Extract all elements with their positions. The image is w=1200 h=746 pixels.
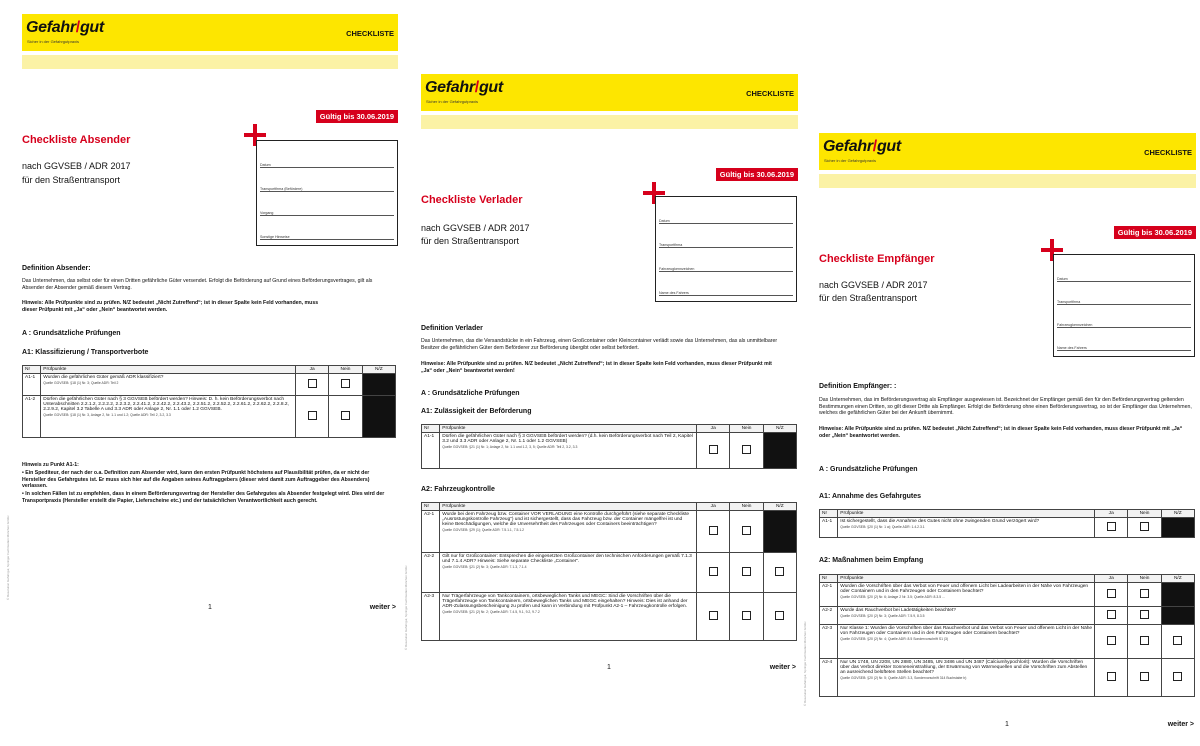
nein-checkbox[interactable] [341,379,350,388]
col-header: Nein [730,425,763,433]
row-text: Nur Trägerfahrzeuge von Tankcontainern, ortsbeweglichen Tanks und MEGC: Sind die Vorschriften über die Trägerfahrzeuge von Tankcontainern, ortsbeweglichen Tanks und MEGC eingehalten? Hinweis: Dies ist anhand der ADR-Zulassungsbescheinigung zu prüfen und kann in Verbindung mit Prüfpunkt A2-1 – Fahrzeugkontrolle erfolgen. Quelle GGVSEB: §21 (2) Nr. 2; Quelle ADR: 7.4.5, 9.1, 9.2, 9.7.2 [440,593,697,641]
stamp-field-label: Transportfirma [659,243,793,248]
subtitle-line: nach GGVSEB / ADR 2017 [421,223,530,233]
col-header: Nein [1128,510,1161,518]
checklist-table [421,424,797,469]
row-text: Wurden die gefährlichen Güter gemäß ADR klassifiziert? Quelle GGVSEB: §18 (1) Nr. 3; Quelle ADR: Teil 2 [41,374,296,396]
nein-checkbox[interactable] [1140,589,1149,598]
checklist-page-empfaenger [819,133,1196,737]
stamp-field-label: Name des Fahrers [1057,346,1191,351]
page-number: 1 [607,664,611,671]
page-title: Checkliste Absender [22,134,131,146]
col-header: Nr [820,575,838,583]
nz-cell-filled [763,433,796,469]
table-row [820,607,1195,625]
nz-checkbox[interactable] [775,567,784,576]
logo-tagline: Sicher in der Gefahrgutpraxis [426,99,479,104]
page-title: Checkliste Verlader [421,194,523,206]
checkliste-label: CHECKLISTE [746,89,794,98]
checklist-table [22,365,396,438]
nein-checkbox[interactable] [1140,610,1149,619]
page-number: 1 [208,604,212,611]
page-header [22,14,398,51]
subsection-heading: A1: Annahme des Gefahrgutes [819,493,922,500]
col-header: Ja [1095,575,1128,583]
note-bullet: • In solchen Fällen ist zu empfehlen, dass in einem Beförderungsvertrag der Hersteller des Gefahrgutes als Absender festgelegt wird. Dies wird der Transportpraxis (Hersteller erstellt die Papier, Lieferscheine etc.) und der tatsächlichen Verantwortlichkeit auch gerecht. [22,491,385,504]
stamp-field-label: Fahrzeugkennzeichen [659,267,793,272]
ja-checkbox[interactable] [308,411,317,420]
col-header: Ja [1095,510,1128,518]
valid-until-badge: Gültig bis 30.06.2019 [316,110,398,123]
section-heading: A : Grundsätzliche Prüfungen [421,390,520,397]
table-row [820,625,1195,659]
row-number: A2-2 [422,553,440,593]
stamp-field-label: Name des Fahrers [659,291,793,296]
col-header: Prüfpunkte [440,425,697,433]
row-number: A2-1 [820,583,838,607]
logo-tagline: Sicher in der Gefahrgutpraxis [27,39,80,44]
stamp-field-label: Fahrzeugkennzeichen [1057,323,1191,328]
next-page-link[interactable]: weiter > [769,664,796,671]
row-text: Nur UN 1748, UN 2208, UN 2880, UN 3485, UN 3486 und UN 3487 (Calciumhypochlorit): Wurden die Vorschriften über das Verbot direkter Sonneneinstrahlung, der Erwärmung von Wärmequellen und die Vorschriften zum Abstellen an ausreichend belüfteten Stellen beachtet? Quelle GGVSEB: §20 (2) Nr. 5; Quelle ADR: 3.3, Sondervorschrift 314 Buchstabe b) [838,659,1095,697]
page-number: 1 [1005,721,1009,728]
table-row [422,593,797,641]
checklist-page-verlader [421,74,798,678]
ja-checkbox[interactable] [709,567,718,576]
stamp-box [256,140,398,246]
ja-checkbox[interactable] [1107,522,1116,531]
stamp-field-label: Datum [659,219,793,224]
yellow-band [421,115,798,129]
nz-cell-filled [1161,518,1194,538]
definition-text: Das Unternehmen, das die Versandstücke in ein Fahrzeug, einen Großcontainer oder Kleincontainer verlädt sowie das Unternehmen, das als unmittelbarer Besitzer die gefährlichen Güter dem Beförderer zur Beförderung übergibt oder selbst befördert. [421,338,778,351]
hint-text: Hinweise: Alle Prüfpunkte sind zu prüfen. N/Z bedeutet „Nicht Zutreffend“; ist in dieser Spalte kein Feld vorhanden, muss dieser Prüfpunkt mit „Ja“ oder „Nein“ beantwortet werden! [421,361,772,374]
nein-checkbox[interactable] [1140,672,1149,681]
section-heading: A : Grundsätzliche Prüfungen [22,330,121,337]
row-text: Dürfen die gefährlichen Güter nach § 3 GGVSEB befördert werden? (d.h. kein Beförderungsverbot nach Teil 2, Kapitel 3.2 und 3.3 ADR oder Anlage 2, Nr. 1.1 oder 1.2 GGVSEB) Quelle GGVSEB: §21 (1) Nr. 1; Anlage 2, Nr. 1.1 und 1.2, 3, 5; Quelle ADR: Teil 2, 3.2, 3.3 [440,433,697,469]
nein-checkbox[interactable] [742,526,751,535]
nein-checkbox[interactable] [1140,636,1149,645]
checklist-table [819,574,1195,697]
logo: Gefahr/gut [425,79,503,96]
row-number: A1-2 [23,396,41,438]
definition-title: Definition Absender: [22,265,91,272]
yellow-band [819,174,1196,188]
col-header: Nein [329,366,362,374]
col-header: Nr [23,366,41,374]
ja-checkbox[interactable] [1107,610,1116,619]
side-copyright-text: © Resolution Gefahrgut, Springer Fachmedien München GmbH [803,621,807,706]
ja-checkbox[interactable] [1107,672,1116,681]
nein-checkbox[interactable] [341,411,350,420]
row-number: A1-1 [422,433,440,469]
col-header: Nr [422,503,440,511]
checkliste-label: CHECKLISTE [346,29,394,38]
table-row [23,374,396,396]
definition-title: Definition Empfänger: : [819,383,897,390]
col-header: Ja [697,503,730,511]
row-number: A2-4 [820,659,838,697]
note-title: Hinweis zu Punkt A1-1: [22,462,79,468]
col-header: Nein [1128,575,1161,583]
valid-until-badge: Gültig bis 30.06.2019 [716,168,798,181]
col-header: N/Z [1161,510,1194,518]
definition-title: Definition Verlader [421,325,483,332]
page-header [421,74,798,111]
subtitle-line: für den Straßentransport [421,236,520,246]
col-header: N/Z [763,503,796,511]
hint-text: Hinweis: Alle Prüfpunkte sind zu prüfen. N/Z bedeutet „Nicht Zutreffend“; ist in dieser Spalte kein Feld vorhanden, muss dieser Prüfpunkt mit „Ja“ oder „Nein“ beantwortet werden. [22,300,319,313]
row-number: A1-1 [820,518,838,538]
col-header: N/Z [362,366,395,374]
ja-checkbox[interactable] [709,611,718,620]
side-copyright-text: © Resolution Gefahrgut, Springer Fachmedien München GmbH [404,565,408,650]
col-header: Prüfpunkte [41,366,296,374]
logo: Gefahr/gut [26,19,104,36]
col-header: Prüfpunkte [838,575,1095,583]
nz-cell-filled [362,374,395,396]
valid-until-badge: Gültig bis 30.06.2019 [1114,226,1196,239]
stamp-field-label: Vorgang [260,211,394,216]
subtitle-line: nach GGVSEB / ADR 2017 [22,161,131,171]
row-text: Nur Klasse 1: Wurden die Vorschriften über das Rauchverbot und das Verbot von Feuer und offenem Licht in der Nähe von Fahrzeugen oder Containern und in den Fahrzeugen oder Containern beachtet? Quelle GGVSEB: §20 (2) Nr. 4; Quelle ADR: 8.5 Sondervorschrift S1 (3) [838,625,1095,659]
subsection-heading: A2: Fahrzeugkontrolle [421,486,495,493]
table-row [820,583,1195,607]
table-row [23,396,396,438]
checklist-page-absender [22,14,398,618]
nz-cell-filled [763,511,796,553]
nz-cell-filled [362,396,395,438]
next-page-link[interactable]: weiter > [369,604,396,611]
subtitle-line: nach GGVSEB / ADR 2017 [819,280,928,290]
table-row [820,659,1195,697]
note-bullet: • Ein Spediteur, der nach der o.a. Definition zum Absender wird, kann den ersten Prüfpunkt höchstens auf Plausibilität prüfen, da er nicht der Hersteller des Gefahrgutes ist. Er muss sich hier auf die Angaben seines Auftraggebers (dieser wird damit zum Auftraggeber des Absenders) verlassen. [22,470,370,490]
stamp-field-label: Transportfirma [1057,300,1191,305]
table-row [422,511,797,553]
col-header: Nr [422,425,440,433]
checklist-table [421,502,797,641]
subtitle-line: für den Straßentransport [819,293,918,303]
nz-checkbox[interactable] [775,611,784,620]
side-copyright-text: © Resolution Gefahrgut, Springer Fachmedien München GmbH [6,515,10,600]
table-row [422,553,797,593]
definition-text: Das Unternehmen, das im Beförderungsvertrag als Empfänger ausgewiesen ist. Bezeichnet der Empfänger gemäß den für den Beförderungsvertrag geltenden Bestimmungen einen Dritten, so gilt dieser Dritte als Empfänger. Erfolgt die Beförderung ohne einen Beförderungsvertrag, so ist der Empfänger das Unternehmen, welches die gefährlichen Güter bei der Ankunft übernimmt. [819,397,1192,417]
row-text: Wurden die Vorschriften über das Verbot von Feuer und offenem Licht bei Ladearbeiten in der Nähe von Fahrzeugen oder Containern und in den Fahrzeugen oder Containern beachtet? Quelle GGVSEB: §20 (2) Nr. 6; Anlage 2 Nr. 3.5; Quelle ADR: 8.3.5 ... [838,583,1095,607]
subsection-heading: A1: Klassifizierung / Transportverbote [22,349,149,356]
ja-checkbox[interactable] [1107,636,1116,645]
col-header: Ja [296,366,329,374]
table-row [422,433,797,469]
logo: Gefahr/gut [823,138,901,155]
nz-cell-filled [1161,607,1194,625]
row-text: Wurde das Rauchverbot bei Ladetätigkeiten beachtet? Quelle GGVSEB: §20 (2) Nr. 3; Quelle ADR: 7.5.9, 8.3.5 [838,607,1095,625]
ja-checkbox[interactable] [709,445,718,454]
logo-tagline: Sicher in der Gefahrgutpraxis [824,158,877,163]
next-page-link[interactable]: weiter > [1167,721,1194,728]
row-number: A2-3 [820,625,838,659]
nein-checkbox[interactable] [742,567,751,576]
nz-checkbox[interactable] [1173,672,1182,681]
nz-checkbox[interactable] [1173,636,1182,645]
subsection-heading: A1: Zulässigkeit der Beförderung [421,408,532,415]
nz-cell-filled [1161,583,1194,607]
row-number: A2-2 [820,607,838,625]
page-header [819,133,1196,170]
stamp-field-label: Datum [1057,277,1191,282]
page-title: Checkliste Empfänger [819,253,935,265]
ja-checkbox[interactable] [308,379,317,388]
section-heading: A : Grundsätzliche Prüfungen [819,466,918,473]
row-number: A1-1 [23,374,41,396]
yellow-band [22,55,398,69]
stamp-box [655,196,797,302]
nein-checkbox[interactable] [742,611,751,620]
col-header: Prüfpunkte [440,503,697,511]
col-header: N/Z [1161,575,1194,583]
nein-checkbox[interactable] [1140,522,1149,531]
hint-text: Hinweise: Alle Prüfpunkte sind zu prüfen. N/Z bedeutet „Nicht Zutreffend“; ist in dieser Spalte kein Feld vorhanden, muss dieser Prüfpunkt mit „Ja“ oder „Nein“ beantwortet werden. [819,426,1183,439]
definition-text: Das Unternehmen, das selbst oder für einen Dritten gefährliche Güter versendet. Erfolgt die Beförderung auf Grund eines Beförderungsvertrages, gilt als Absender der Absender gemäß diesem Vertrag. [22,278,373,291]
col-header: Nr [820,510,838,518]
col-header: Ja [697,425,730,433]
stamp-field-label: Sonstige Hinweise [260,235,394,240]
row-text: Dürfen die gefährlichen Güter nach § 3 GGVSEB befördert werden? Hinweis: D. h. kein Beförderungsverbot nach Unterabschnitten 2.2.1.2, 2.2.2.2, 2.2.3.2, 2.2.41.2, 2.2.42.2, 2.2.43.2, 2.2.51.2, 2.2.52.2, 2.2.61.2, 2.2.62.2, 2.2.8.2, 2.2.9.2, Kapitel 3.2 Tabelle A und 3.3 ADR oder Anlage 2, Nr. 1.1 oder 1.2 GGVSEB. Quelle GGVSEB: §18 (1) Nr. 3, Anlage 2, Nr. 1.1 und 1.2; Quelle ADR: Teil 2, 3.2, 3.3 [41,396,296,438]
row-text: Wurde bei dem Fahrzeug bzw. Container VOR VERLADUNG eine Kontrolle durchgeführt (siehe separate Checkliste „Ausrüstungskontrolle Fahrzeug“) und ist sichergestellt, dass das Fahrzeug bzw. der Container mängelfrei ist und keine Beschädigungen, welche die Unversehrtheit des Fahrzeuges oder Containers beeinträchtigen? Quelle GGVSEB: §29 (1); Quelle ADR: 7.5.1.1, 7.5.1.2 [440,511,697,553]
row-text: Gilt nur für Großcontainer: Entsprechen die eingesetzten Großcontainer den technischen Anforderungen gemäß 7.1.3 und 7.1.4 ADR? Hinweis: Siehe separate Checkliste „Container“. Quelle GGVSEB: §21 (2) Nr. 3; Quelle ADR: 7.1.3, 7.1.4 [440,553,697,593]
row-number: A2-3 [422,593,440,641]
ja-checkbox[interactable] [709,526,718,535]
nein-checkbox[interactable] [742,445,751,454]
col-header: Prüfpunkte [838,510,1095,518]
row-number: A2-1 [422,511,440,553]
ja-checkbox[interactable] [1107,589,1116,598]
col-header: Nein [730,503,763,511]
stamp-field-label: Transportfirma (Befördere) [260,187,394,192]
checklist-table [819,509,1195,538]
subtitle-line: für den Straßentransport [22,175,121,185]
table-row [820,518,1195,538]
checkliste-label: CHECKLISTE [1144,148,1192,157]
col-header: N/Z [763,425,796,433]
row-text: Ist sichergestellt, dass die Annahme des Gutes nicht ohne zwingenden Grund verzögert wird? Quelle GGVSEB: §20 (1) Nr. 1 a); Quelle ADR: 1.4.2.3.1 [838,518,1095,538]
subsection-heading: A2: Maßnahmen beim Empfang [819,557,924,564]
stamp-field-label: Datum [260,163,394,168]
stamp-box [1053,254,1195,357]
